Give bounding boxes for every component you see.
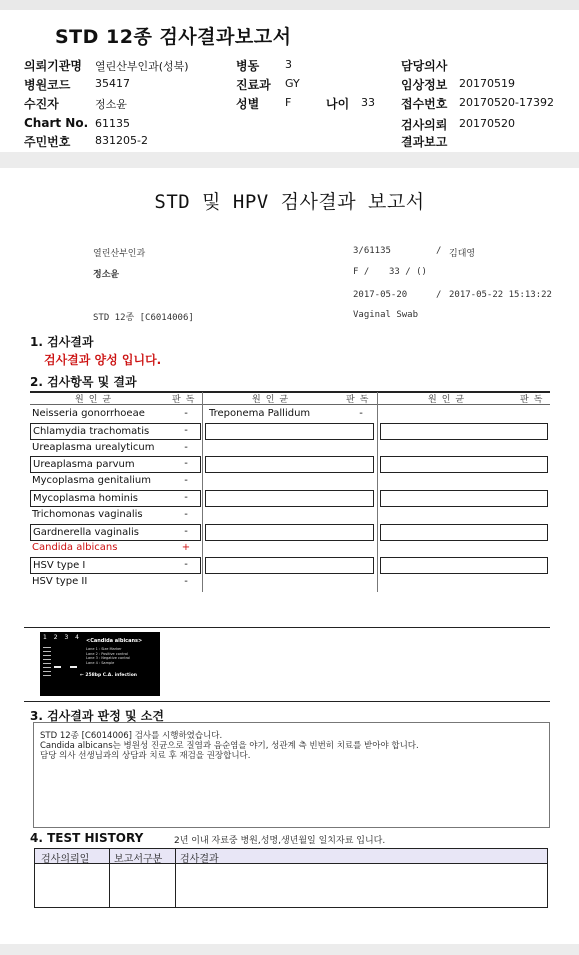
- info-age: 33 / (): [389, 267, 427, 277]
- table-row-result: -: [184, 526, 188, 537]
- header-l3-row3: 나이: [326, 97, 350, 111]
- history-note: 2년 이내 자료중 병원,성명,생년월일 일치자료 입니다.: [174, 836, 386, 846]
- table-row-result: -: [184, 408, 188, 419]
- interpretation-line-2: Candida albicans는 병원성 진균으로 질염과 음순염을 야기, 성관계 측 빈번히 치료를 받아야 합니다.: [40, 741, 419, 751]
- table-row-result: -: [184, 442, 188, 453]
- interpretation-line-3: 담당 의사 선생님과의 상담과 치료 후 재검을 권장합니다.: [40, 751, 251, 761]
- info-patient: 정소윤: [93, 270, 120, 280]
- info-date-reported: 2017-05-22 15:13:22: [449, 290, 552, 300]
- header-v2-row1: 3: [285, 58, 292, 71]
- col3-pathogen-header: 원인균: [428, 395, 470, 405]
- header-l2-row1: 병동: [236, 59, 260, 73]
- col2-row1-name: Treponema Pallidum: [209, 408, 311, 419]
- gel-lane-3: 3: [64, 634, 69, 641]
- gel-legend-line: Lane 3 : Negative control: [86, 656, 131, 660]
- gel-lane-1: 1: [43, 634, 47, 641]
- section-3-title: 3. 검사결과 판정 및 소견: [30, 709, 164, 723]
- page-title: STD 12종 검사결과보고서: [55, 26, 292, 48]
- header-v4-row4: 20170520: [459, 117, 515, 130]
- empty-result-box: [380, 423, 548, 440]
- header-l4-row3: 접수번호: [401, 97, 448, 111]
- empty-result-box: [380, 490, 548, 507]
- header-l4-row2: 임상정보: [401, 78, 448, 92]
- col3-result-header: 판독: [520, 395, 548, 405]
- info-sep2: /: [436, 290, 442, 300]
- history-col-date: 검사의뢰일: [41, 854, 90, 865]
- gel-title: <Candida albicans>: [86, 638, 143, 644]
- header-l1-row3: 수진자: [24, 97, 59, 111]
- table-row-name: Gardnerella vaginalis: [30, 524, 201, 541]
- table-row-result: -: [184, 492, 188, 503]
- column-divider: [202, 392, 203, 592]
- header-v1-row2: 35417: [95, 77, 130, 90]
- info-test: STD 12종 [C6014006]: [93, 313, 194, 323]
- gel-legend-line: Lane 1 : Size Marker: [86, 647, 122, 651]
- gel-legend-line: Lane 4 : Sample: [86, 660, 115, 665]
- gel-lane-4: 4: [75, 634, 79, 641]
- history-col-divider: [175, 849, 176, 907]
- gel-lane-labels: [43, 634, 79, 642]
- empty-result-box: [380, 557, 548, 574]
- header-v1-row5: 831205-2: [95, 134, 148, 147]
- section-1-title: 1. 검사결과: [30, 335, 94, 349]
- history-table-header: [35, 849, 547, 864]
- header-v4-row3: 20170520-17392: [459, 96, 554, 109]
- header-l1-row5: 주민번호: [24, 135, 71, 149]
- section-separator: [0, 152, 579, 168]
- table-row-name: Trichomonas vaginalis: [32, 509, 143, 520]
- empty-result-box: [205, 557, 374, 574]
- bottom-band: [0, 944, 579, 955]
- header-l1-row1: 의뢰기관명: [24, 59, 82, 73]
- table-row-result: -: [184, 425, 188, 436]
- header-l2-row3: 성별: [236, 97, 260, 111]
- empty-result-box: [205, 524, 374, 541]
- gel-legend: [86, 647, 130, 665]
- table-row-name: Chlamydia trachomatis: [30, 423, 201, 440]
- info-sep: /: [436, 246, 442, 256]
- empty-result-box: [380, 524, 548, 541]
- col2-pathogen-header: 원인균: [252, 395, 294, 405]
- col1-pathogen-header: 원인균: [75, 395, 117, 405]
- header-l4-row4: 검사의뢰: [401, 118, 448, 132]
- table-row-name: HSV type II: [32, 576, 88, 587]
- header-l2-row2: 진료과: [236, 78, 271, 92]
- empty-result-box: [205, 423, 374, 440]
- table-row-result: +: [181, 542, 191, 553]
- empty-result-box: [380, 456, 548, 473]
- table-row-name: Mycoplasma hominis: [30, 490, 201, 507]
- table-row-name: Mycoplasma genitalium: [32, 475, 151, 486]
- history-col-divider: [109, 849, 110, 907]
- table-row-result: -: [184, 458, 188, 469]
- report-title: STD 및 HPV 검사결과 보고서: [154, 191, 425, 213]
- gel-arrow-label: ← 258bp C.A. infection: [80, 673, 138, 678]
- header-l1-row4: Chart No.: [24, 116, 89, 130]
- gel-band: [70, 666, 77, 668]
- table-row-name: Ureaplasma parvum: [30, 456, 201, 473]
- section-2-title: 2. 검사항목 및 결과: [30, 375, 137, 389]
- table-row-name: Ureaplasma urealyticum: [32, 442, 155, 453]
- header-v3-row3: 33: [361, 96, 375, 109]
- table-row-result: -: [184, 475, 188, 486]
- header-v1-row4: 61135: [95, 117, 130, 130]
- gel-band: [54, 666, 61, 668]
- header-v2-row2: GY: [285, 77, 300, 90]
- result-summary: 검사결과 양성 입니다.: [44, 353, 162, 367]
- info-sex: F /: [353, 267, 370, 277]
- header-l1-row2: 병원코드: [24, 78, 71, 92]
- table-row-name: Neisseria gonorrhoeae: [32, 408, 145, 419]
- history-col-type: 보고서구분: [114, 854, 163, 865]
- info-specimen: Vaginal Swab: [353, 310, 419, 320]
- header-l4-row5: 결과보고: [401, 135, 448, 149]
- info-date-received: 2017-05-20: [353, 290, 408, 300]
- table-row-result: -: [184, 576, 188, 587]
- table-row-name: HSV type I: [30, 557, 201, 574]
- top-band: [0, 0, 579, 10]
- header-v2-row3: F: [285, 96, 292, 109]
- table-row-result: -: [184, 509, 188, 520]
- column-divider: [377, 392, 378, 592]
- info-doctor: 김대영: [449, 249, 476, 259]
- info-hospital: 열린산부인과: [93, 249, 146, 259]
- header-v1-row3: 정소윤: [95, 98, 127, 111]
- history-col-result: 검사결과: [180, 854, 219, 865]
- table-row-name: Candida albicans: [32, 542, 118, 553]
- gel-lane-2: 2: [53, 634, 58, 641]
- col2-result-header: 판독: [346, 395, 374, 405]
- gel-legend-line: Lane 2 : Positive control: [86, 651, 128, 656]
- gel-electrophoresis-image: [40, 632, 160, 696]
- empty-result-box: [205, 456, 374, 473]
- col2-row1-result: -: [359, 408, 363, 419]
- table-row-result: -: [184, 559, 188, 570]
- header-v4-row2: 20170519: [459, 77, 515, 90]
- empty-result-box: [205, 490, 374, 507]
- header-v1-row1: 열린산부인과(성북): [95, 60, 189, 73]
- col1-result-header: 판독: [172, 395, 200, 405]
- info-doctor-code: 3/61135: [353, 246, 391, 256]
- interpretation-line-1: STD 12종 [C6014006] 검사를 시행하였습니다.: [40, 731, 223, 741]
- section-4-title: 4. TEST HISTORY: [30, 831, 144, 845]
- gel-marker-lane: [43, 644, 51, 678]
- header-l4-row1: 담당의사: [401, 59, 448, 73]
